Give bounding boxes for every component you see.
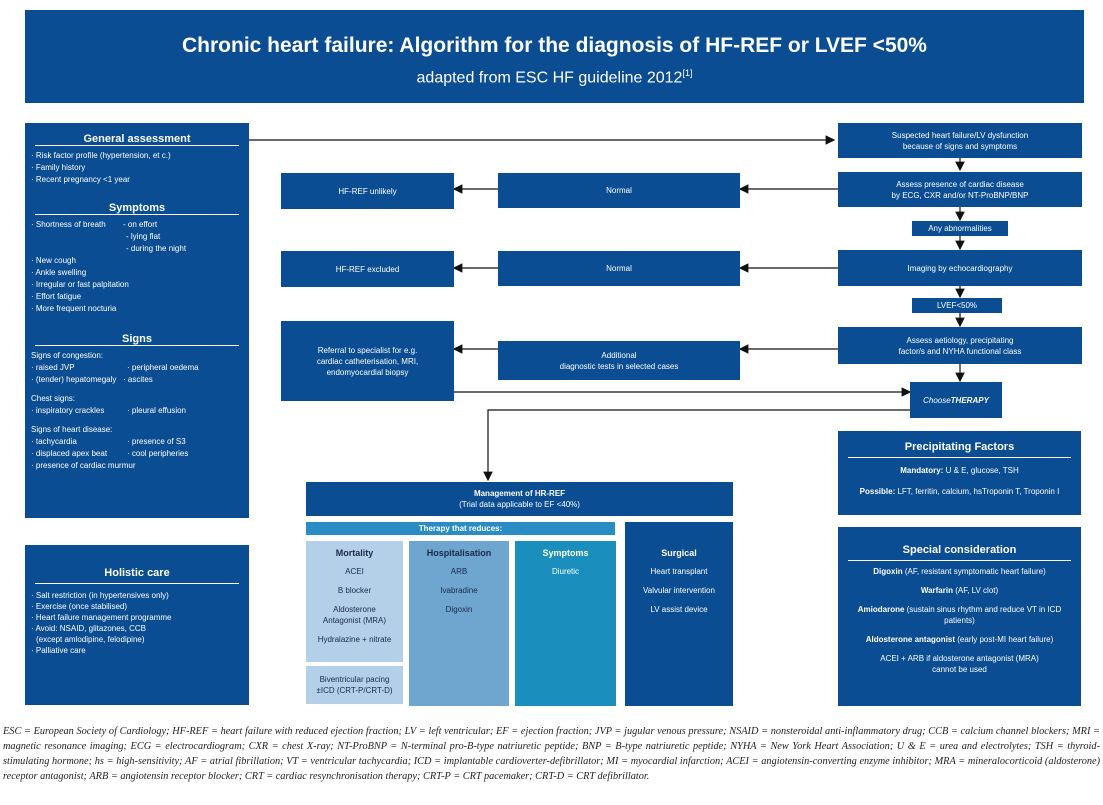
congestion-items	[31, 362, 249, 386]
list-item: · Heart failure management programme	[31, 613, 172, 622]
hfref-excluded-box: HF-REF excluded	[281, 251, 454, 287]
list-item: · peripheral oedema	[127, 363, 199, 372]
referral-line: Referral to specialist for e.g.	[317, 345, 418, 355]
aetiology-line: factor/s and NYHA functional class	[898, 346, 1022, 356]
special-item	[838, 566, 1081, 577]
list-item: · Risk factor profile (hypertension, et c.)	[31, 151, 171, 160]
choose-therapy-box	[910, 382, 1002, 418]
special-item	[838, 634, 1081, 645]
assess-presence-box	[838, 172, 1082, 207]
special-item	[838, 585, 1081, 596]
possible-label: Possible:	[859, 487, 896, 496]
list-item: ARB	[450, 567, 468, 576]
list-item: · pleural effusion	[127, 406, 186, 415]
symptoms-list	[25, 219, 249, 315]
signs-list	[25, 350, 249, 472]
list-item: · presence of S3	[127, 437, 186, 446]
possible-line	[838, 487, 1081, 496]
surgical-list	[625, 566, 733, 615]
aetiology-line: Assess aetiology, precipitating	[906, 335, 1014, 345]
special-item-text: (AF, resistant symptomatic heart failure)	[902, 567, 1046, 576]
pacing-line: Biventricular pacing	[319, 675, 390, 684]
assess-line: by ECG, CXR and/or NT-ProBNP/BNP	[891, 190, 1029, 200]
list-item: - on effort	[123, 220, 158, 229]
suspected-hf-box	[838, 123, 1082, 158]
list-item: · New cough	[31, 256, 76, 265]
special-heading: Special consideration	[902, 544, 1017, 556]
holistic-list	[25, 590, 249, 656]
assessment-panel	[25, 123, 249, 518]
lvef-label: LVEF<50%	[912, 298, 1002, 313]
heart-title: Signs of heart disease:	[31, 425, 113, 434]
special-item-bold: Warfarin	[920, 586, 953, 595]
list-item: ACEI	[345, 567, 364, 576]
surgical-column	[625, 522, 733, 706]
list-item: Diuretic	[551, 567, 580, 576]
page-subtitle	[25, 68, 1084, 87]
list-item: · ascites	[123, 375, 153, 384]
divider	[35, 214, 239, 215]
list-item: Valvular intervention	[643, 586, 715, 595]
suspected-bold: Suspected heart failure/LV dysfunction	[891, 130, 1029, 140]
special-item-text: (sustain sinus rhythm and reduce VT in ICD patients)	[904, 605, 1062, 625]
mandatory-line	[838, 466, 1081, 475]
chest-title: Chest signs:	[31, 394, 76, 403]
symptoms-heading: Symptoms	[108, 202, 166, 214]
list-item: B blocker	[337, 586, 372, 595]
holistic-care-heading: Holistic care	[104, 567, 170, 579]
additional-tests-box	[498, 341, 740, 380]
divider	[35, 345, 239, 346]
general-assessment-list	[25, 150, 249, 186]
list-item: · raised JVP	[31, 363, 75, 372]
list-item: · cool peripheries	[127, 449, 189, 458]
additional-line: diagnostic tests in selected cases	[559, 361, 679, 371]
management-heading: Management of HR-REF	[473, 489, 566, 498]
list-item: Aldosterone Antagonist (MRA)	[322, 605, 387, 625]
therapy-reduces-bar: Therapy that reduces:	[306, 522, 615, 535]
list-item: · Palliative care	[31, 646, 86, 655]
hospitalisation-list	[409, 566, 509, 615]
normal-box-1: Normal	[498, 173, 740, 208]
list-item: (except amlodipine, felodipine)	[36, 635, 145, 644]
chest-items	[31, 405, 249, 417]
special-item-text: ACEI + ARB if aldosterone antagonist (MRA) cannot be used	[880, 654, 1039, 674]
suspected-rest: because of signs and symptoms	[902, 141, 1018, 151]
page-title: Chronic heart failure: Algorithm for the diagnosis of HF-REF or LVEF <50%	[182, 34, 927, 57]
mortality-column	[306, 541, 403, 662]
list-item: Hydralazine + nitrate	[317, 635, 392, 644]
list-item: · inspiratory crackles	[31, 406, 105, 415]
list-item: - during the night	[126, 244, 187, 253]
referral-box	[281, 321, 454, 401]
hfref-unlikely-box: HF-REF unlikely	[281, 173, 454, 209]
precipitating-heading: Precipitating Factors	[904, 441, 1015, 453]
symptoms-col-heading: Symptoms	[542, 548, 589, 558]
title-banner	[25, 10, 1084, 103]
heart-col-a	[31, 436, 107, 460]
abbreviations-footnote: ESC = European Society of Cardiology; HF-REF = heart failure with reduced ejection fraction; LV = left ventricular; EF = ejection fraction; JVP = jugular venous pressure; NSAID = nonsteroidal anti-inflammatory drug; CCB = calcium channel blockers; MRI = magnetic resonance imaging; ECG = electrocardiogram; CXR = chest X-ray; NT-ProBNP = N-terminal pro-B-type natriuretic peptide; BNP = B-type natriuretic peptide; NYHA = New York Heart Association; U & E = urea and electrolytes; TSH = thyroid-stimulating hormone; hs = high-sensitivity; AF = atrial fibrillation; VT = ventricular tachycardia; ICD = implantable cardioverter-defibrillator; MI = myocardial infarction; ACEI = angiotensin-converting enzyme inhibitor; MRA = mineralocorticoid (aldosterone) receptor antagonist; ARB = angiotensin receptor blocker; CRT = cardiac resynchronisation therapy; CRT-P = CRT pacemaker; CRT-D = CRT defibrillator.	[3, 726, 1100, 782]
congestion-col-b	[123, 362, 199, 386]
imaging-box: Imaging by echocardiography	[838, 250, 1082, 286]
special-item-bold: Digoxin	[873, 567, 903, 576]
congestion-title: Signs of congestion:	[31, 351, 104, 360]
subtitle-text: adapted from ESC HF guideline 2012	[416, 69, 683, 87]
aetiology-box	[838, 327, 1082, 364]
special-consideration-panel	[838, 527, 1081, 706]
list-item: · Family history	[31, 163, 86, 172]
list-item: · presence of cardiac murmur	[31, 461, 136, 470]
hospitalisation-column	[409, 541, 509, 706]
heart-col-b	[127, 436, 188, 460]
divider	[848, 560, 1071, 561]
special-item	[838, 604, 1081, 626]
mortality-list	[306, 566, 403, 645]
heart-items	[31, 436, 249, 460]
divider	[848, 457, 1071, 458]
list-item: · Shortness of breath	[31, 220, 106, 229]
management-sub: (Trial data applicable to EF <40%)	[459, 500, 580, 509]
list-item: · (tender) hepatomegaly	[31, 375, 117, 384]
list-item: · Recent pregnancy <1 year	[31, 175, 130, 184]
list-item: · More frequent nocturia	[31, 304, 117, 313]
referral-line: cardiac catheterisation, MRI,	[316, 356, 419, 366]
pacing-line: ±ICD (CRT-P/CRT-D)	[316, 686, 393, 695]
special-item-bold: Aldosterone antagonist	[865, 635, 956, 644]
list-item: · Irregular or fast palpitation	[31, 280, 129, 289]
breath-sublist	[123, 219, 186, 255]
special-item-bold: Amiodarone	[857, 605, 905, 614]
special-item-text: (early post-MI heart failure)	[955, 635, 1054, 644]
list-item: · Exercise (once stabilised)	[31, 602, 128, 611]
list-item: · tachycardia	[31, 437, 77, 446]
management-box	[306, 482, 733, 516]
additional-line: Additional	[601, 350, 637, 360]
list-item: · Ankle swelling	[31, 268, 87, 277]
pacing-box	[306, 666, 403, 704]
list-item: - lying flat	[126, 232, 161, 241]
list-item: LV assist device	[650, 605, 708, 614]
therapy-text: THERAPY	[950, 395, 989, 405]
possible-text: LFT, ferritin, calcium, hsTroponin T, Troponin I	[895, 487, 1060, 496]
choose-text: Choose	[923, 395, 951, 405]
special-item	[838, 653, 1081, 675]
special-item-text: (AF, LV clot)	[952, 586, 999, 595]
general-assessment-heading: General assessment	[83, 133, 191, 145]
list-item: Digoxin	[445, 605, 473, 614]
assess-line: Assess presence of cardiac disease	[896, 179, 1024, 189]
reference-marker: [1]	[682, 68, 693, 78]
divider	[35, 145, 239, 146]
list-item: Ivabradine	[440, 586, 478, 595]
any-abnormalities-label: Any abnormalities	[912, 221, 1008, 236]
hospitalisation-heading: Hospitalisation	[426, 548, 492, 558]
signs-heading: Signs	[122, 333, 152, 345]
mandatory-text: U & E, glucose, TSH	[943, 466, 1019, 475]
list-item: · Avoid: NSAID, glitazones, CCB	[31, 624, 147, 633]
referral-line: endomyocardial biopsy	[326, 367, 409, 377]
holistic-care-panel	[25, 545, 249, 705]
list-item: Heart transplant	[650, 567, 708, 576]
normal-box-2: Normal	[498, 251, 740, 286]
mandatory-label: Mandatory:	[900, 466, 944, 475]
list-item: · Effort fatigue	[31, 292, 82, 301]
list-item: · Salt restriction (in hypertensives only)	[31, 591, 169, 600]
divider	[35, 583, 239, 584]
surgical-heading: Surgical	[661, 548, 697, 558]
list-item: · displaced apex beat	[31, 449, 108, 458]
precipitating-factors-panel	[838, 431, 1081, 515]
symptoms-column	[515, 541, 616, 706]
mortality-heading: Mortality	[335, 548, 374, 558]
congestion-col-a	[31, 362, 116, 386]
